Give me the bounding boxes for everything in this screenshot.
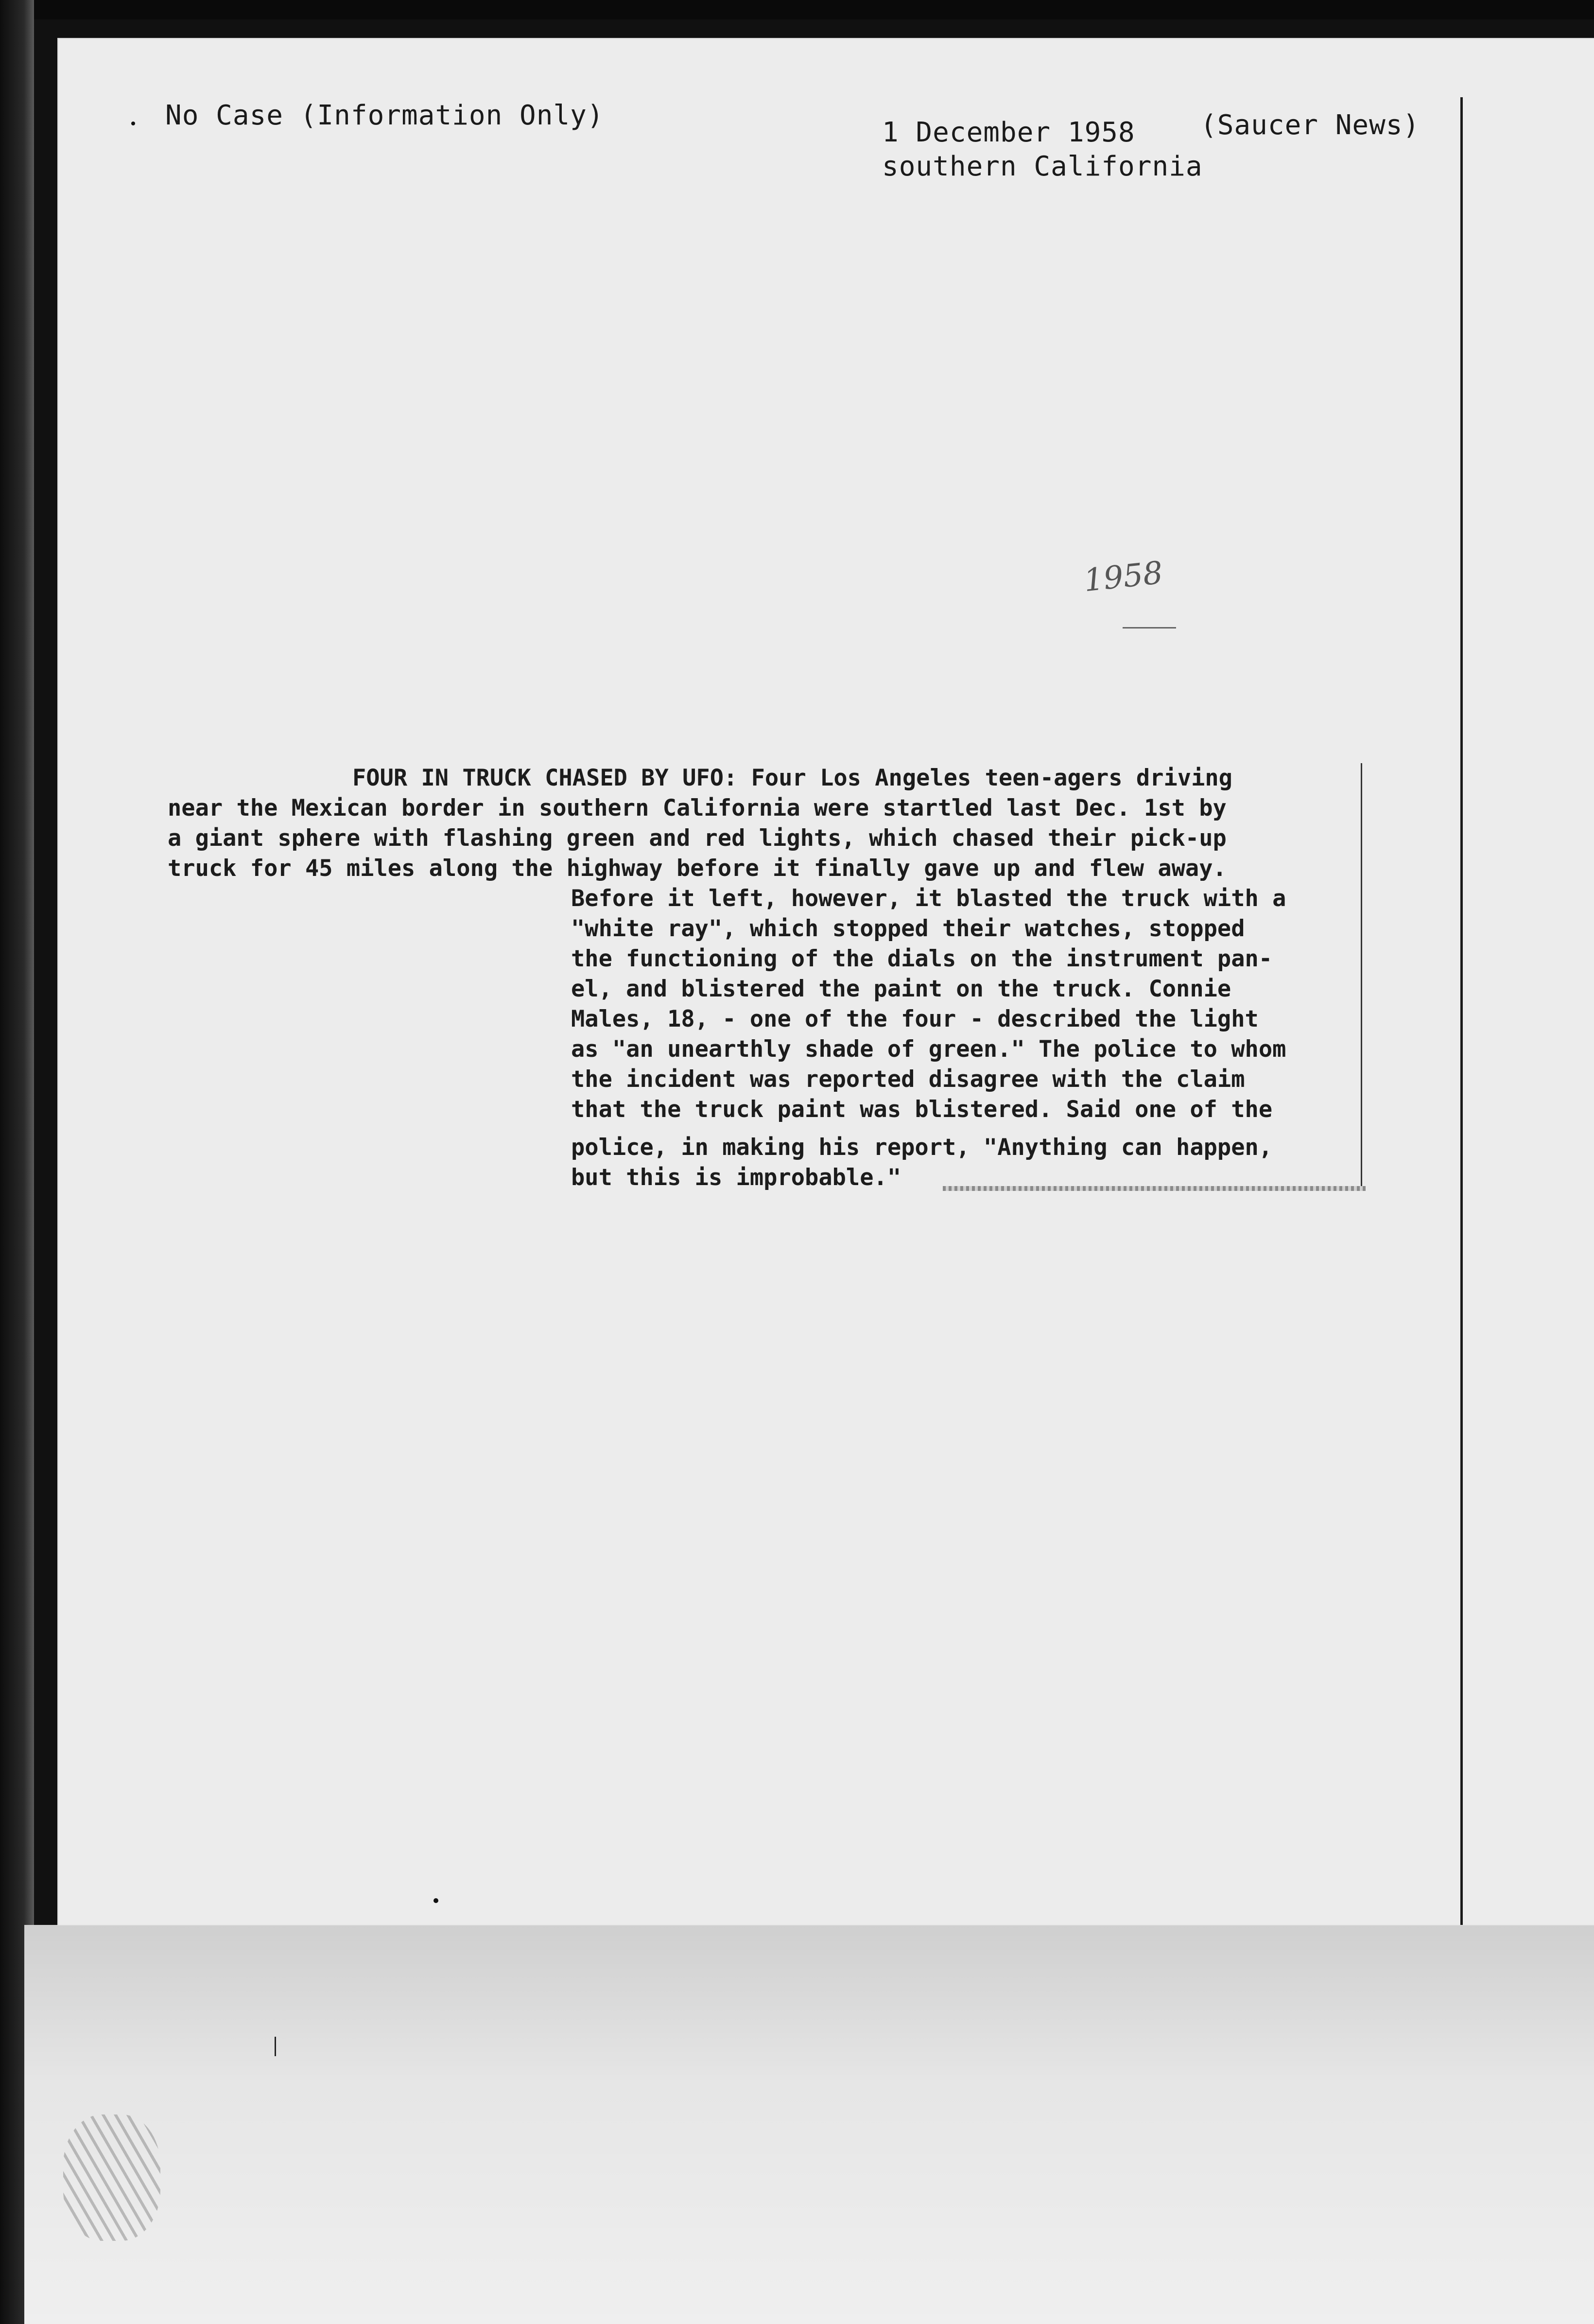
clipping-line: as "an unearthly shade of green." The police to whom <box>571 1036 1286 1063</box>
clipping-line: a giant sphere with flashing green and red lights, which chased their pick-up <box>168 825 1227 852</box>
clipping-line: "white ray", which stopped their watches, stopped <box>571 915 1245 942</box>
scan-backdrop <box>24 1925 1594 2324</box>
clipping-line: the functioning of the dials on the instrument pan- <box>571 945 1273 972</box>
clipping-line: el, and blistered the paint on the truck. Connie <box>571 976 1231 1002</box>
case-label: No Case (Information Only) <box>165 100 604 131</box>
clipping-line: police, in making his report, "Anything can happen, <box>571 1134 1273 1161</box>
clipping-line: but this is improbable." <box>571 1164 901 1191</box>
clipping-line: Before it left, however, it blasted the truck with a <box>571 885 1286 912</box>
clipping-line: that the truck paint was blistered. Said one of the <box>571 1096 1273 1123</box>
film-speck <box>433 1898 438 1903</box>
film-mark <box>275 2037 276 2056</box>
clipping-edge-bottom <box>943 1186 1366 1191</box>
thumbprint-smudge <box>63 2114 160 2241</box>
handwritten-year-note: 1958 <box>1082 555 1165 599</box>
clipping-line: FOUR IN TRUCK CHASED BY UFO: Four Los Angeles teen-agers driving <box>352 765 1232 791</box>
handwritten-underline <box>1123 627 1176 629</box>
report-location: southern California <box>882 151 1203 182</box>
film-edge-top <box>0 0 1594 19</box>
report-date: 1 December 1958 <box>882 117 1135 148</box>
clipping-line: Males, 18, - one of the four - described the light <box>571 1006 1259 1032</box>
clipping-edge-right <box>1361 763 1362 1191</box>
report-source: (Saucer News) <box>1200 109 1420 141</box>
clipping-line: near the Mexican border in southern California were startled last Dec. 1st by <box>168 795 1227 821</box>
page-edge-rule <box>1460 97 1463 1925</box>
clipping-line: the incident was reported disagree with the claim <box>571 1066 1245 1093</box>
clipping-line: truck for 45 miles along the highway before it finally gave up and flew away. <box>168 855 1227 882</box>
film-speck <box>131 122 135 125</box>
